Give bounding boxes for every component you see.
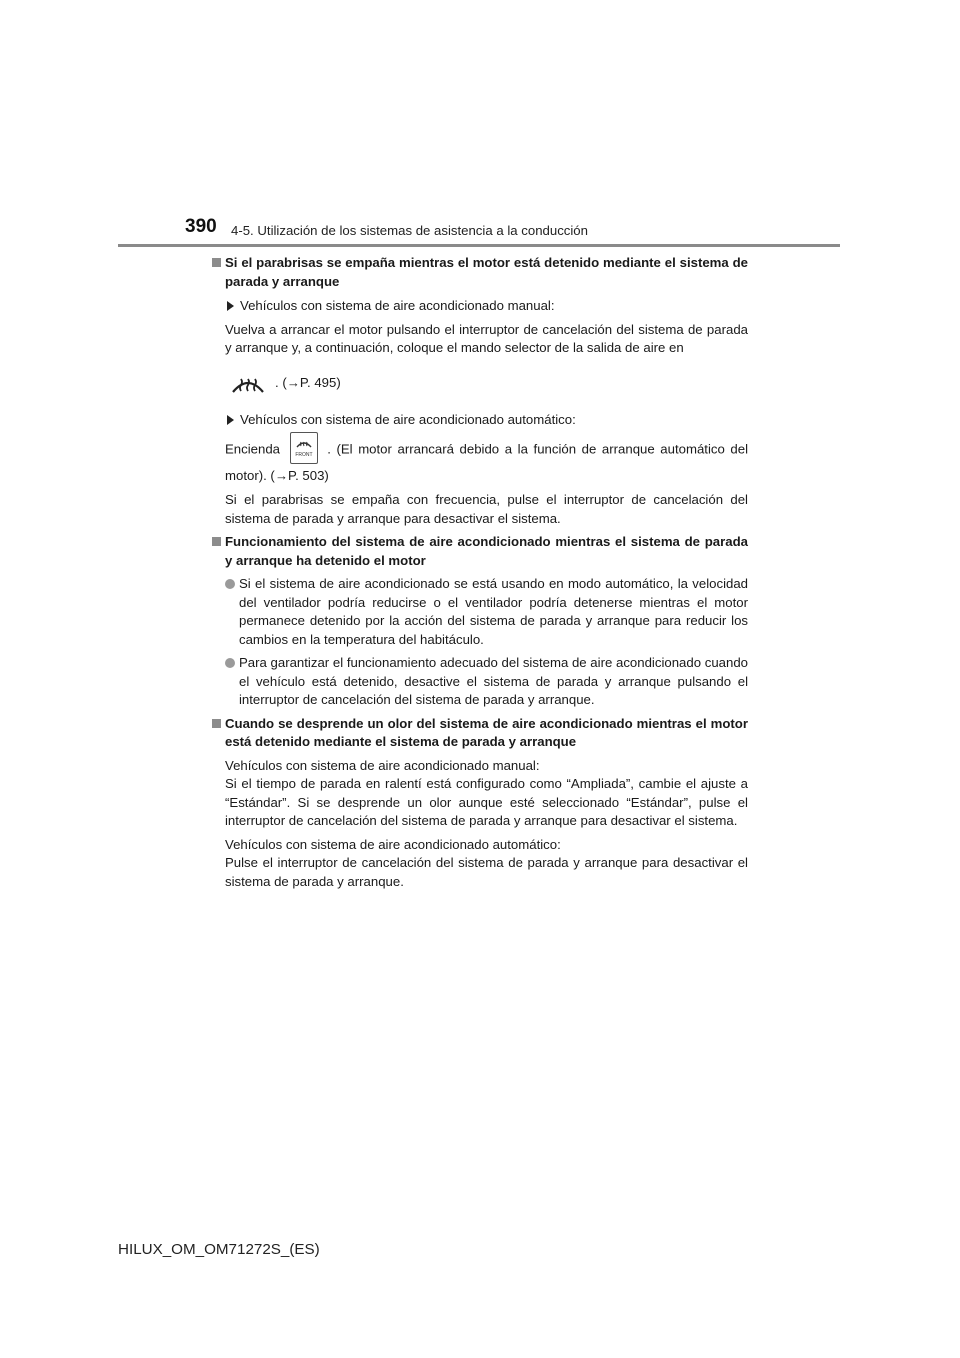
triangle-bullet-icon (227, 415, 234, 425)
document-code: HILUX_OM_OM71272S_(ES) (118, 1241, 320, 1258)
circle-bullet-icon (225, 658, 235, 668)
heading-ac-operation: Funcionamiento del sistema de aire acondicionado mientras el sistema de parada y arranque ha detenido el motor (211, 533, 748, 570)
front-label: FRONT (294, 452, 313, 458)
page-number: 390 (185, 216, 217, 237)
square-bullet-icon (212, 719, 221, 728)
paragraph-automatic-ac: Encienda FRONT . (El motor arrancará debido a la función de arranque automático del motor). (→P. 503) (211, 434, 748, 486)
paragraph-manual-ac: Vuelva a arrancar el motor pulsando el interruptor de cancelación del sistema de parada y arranque y, a continuación, coloque el mando selector de la salida de aire en (225, 321, 748, 355)
triangle-bullet-icon (227, 301, 234, 311)
defroster-reference-line (211, 363, 748, 405)
circle-bullet-icon (225, 579, 235, 589)
windshield-defroster-icon (229, 371, 267, 397)
paragraph-odor-automatic: Vehículos con sistema de aire acondicionado automático: Pulse el interruptor de cancelación del sistema de parada y arranque para desactivar el sistema de parada y arranque. (225, 836, 748, 889)
square-bullet-icon (212, 258, 221, 267)
page-content (211, 254, 748, 896)
page-reference-495: . (→P. 495) (275, 375, 341, 391)
subheading-manual-ac: Vehículos con sistema de aire acondicionado manual: (211, 297, 748, 316)
header-rule (118, 244, 840, 247)
heading-ac-odor: Cuando se desprende un olor del sistema de aire acondicionado mientras el motor está detenido mediante el sistema de parada y arranque (211, 715, 748, 752)
square-bullet-icon (212, 537, 221, 546)
front-defogger-button-icon (290, 432, 318, 464)
bullet-fan-speed: Si el sistema de aire acondicionado se está usando en modo automático, la velocidad del ventilador podría reducirse o el ventilador podría detenerse mientras el motor permanece detenido por la acción del sistema de parada y arranque para reducir los cambios en la temperatura del habitáculo. (211, 575, 748, 649)
subheading-automatic-ac: Vehículos con sistema de aire acondicionado automático: (211, 411, 748, 430)
paragraph-odor-manual: Vehículos con sistema de aire acondicionado manual: Si el tiempo de parada en ralentí está configurado como “Ampliada”, cambie el ajuste a “Estándar”. Si se desprende un olor aunque esté seleccionado “Estándar”, pulse el interruptor de cancelación del sistema de parada y arranque para desactivar el sistema. (225, 757, 748, 828)
bullet-proper-operation: Para garantizar el funcionamiento adecuado del sistema de aire acondicionado cuando el vehículo está detenido, desactive el sistema de parada y arranque pulsando el interruptor de cancelación del sistema de parada y arranque. (211, 654, 748, 710)
paragraph-frequent-fog: Si el parabrisas se empaña con frecuencia, pulse el interruptor de cancelación del sistema de parada y arranque para desactivar el sistema. (225, 492, 748, 526)
heading-defog-windshield: Si el parabrisas se empaña mientras el motor está detenido mediante el sistema de parada y arranque (211, 254, 748, 291)
section-title: 4-5. Utilización de los sistemas de asistencia a la conducción (231, 223, 588, 238)
